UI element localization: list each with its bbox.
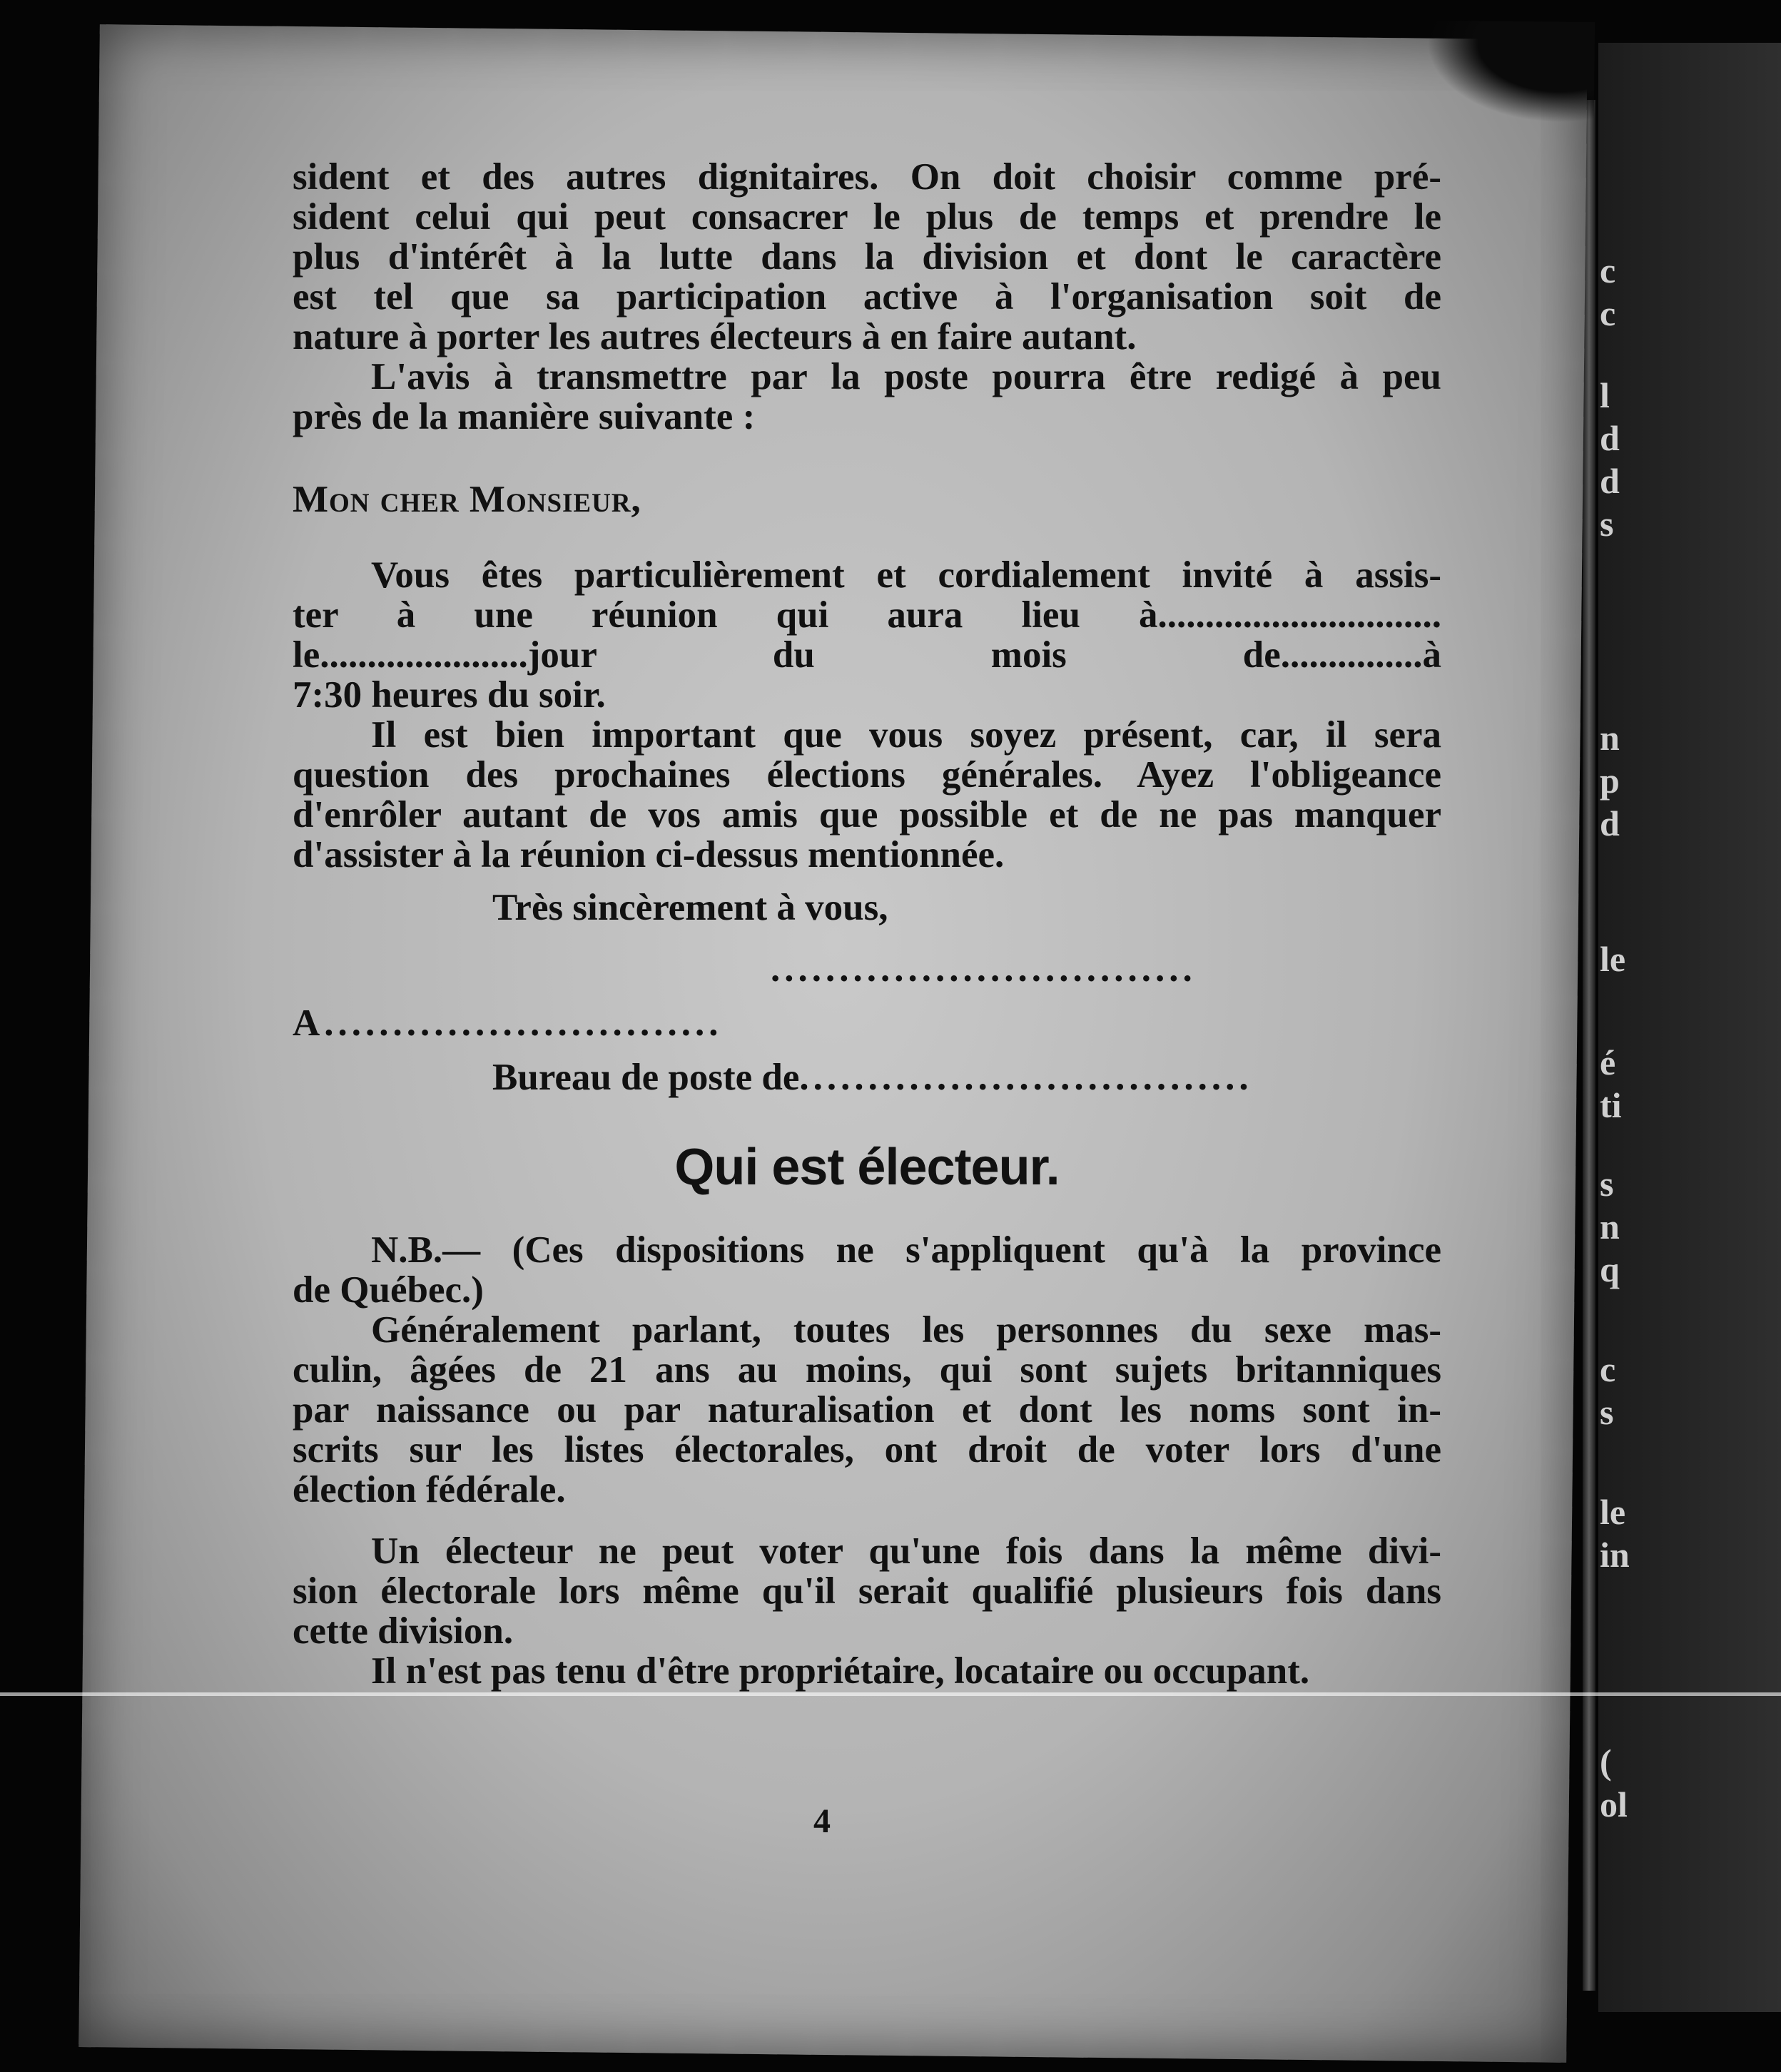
signature-dotted-line: ...............................: [771, 948, 1197, 990]
letter-line: le......................jour du mois de...............à: [293, 634, 1441, 676]
body-line: cette division.: [293, 1610, 514, 1652]
body-line: Il n'est pas tenu d'être propriétaire, locataire ou occupant.: [371, 1650, 1310, 1692]
facing-page-fragment: p: [1600, 761, 1620, 801]
facing-page-fragment: d: [1600, 803, 1620, 843]
facing-page-fragment: ol: [1600, 1784, 1628, 1824]
facing-page-fragment: l: [1600, 375, 1610, 415]
body-line: près de la manière suivante :: [293, 396, 756, 437]
body-line: sident celui qui peut consacrer le plus de temps et prendre le: [293, 196, 1441, 238]
letter-line: Vous êtes particulièrement et cordialement invité à assis-: [371, 554, 1441, 596]
facing-page-fragment: s: [1600, 1392, 1614, 1432]
facing-page-fragment: é: [1600, 1042, 1616, 1082]
facing-page-fragment: le: [1600, 1492, 1626, 1532]
body-line: élection fédérale.: [293, 1469, 566, 1510]
facing-page-fragment: le: [1600, 939, 1626, 979]
body-line: scrits sur les listes électorales, ont droit de voter lors d'une: [293, 1429, 1441, 1471]
body-line: sident et des autres dignitaires. On doit choisir comme pré-: [293, 156, 1441, 198]
facing-page-fragment: c: [1600, 1349, 1616, 1389]
body-line: Un électeur ne peut voter qu'une fois dans la même divi-: [371, 1530, 1441, 1572]
body-line: est tel que sa participation active à l'organisation soit de: [293, 276, 1441, 318]
facing-page-fragment: ti: [1600, 1085, 1622, 1125]
letter-line: 7:30 heures du soir.: [293, 674, 606, 716]
section-heading: Qui est électeur.: [674, 1139, 1060, 1196]
body-line: de Québec.): [293, 1269, 484, 1311]
book-gutter: [1583, 100, 1595, 1991]
scan-artifact-line: [0, 1692, 1781, 1696]
body-line: L'avis à transmettre par la poste pourra être redigé à peu: [371, 356, 1441, 397]
facing-page-fragment: in: [1600, 1535, 1630, 1575]
facing-page-fragment: (: [1600, 1742, 1612, 1782]
facing-page-fragment: s: [1600, 1164, 1614, 1204]
letter-line: ter à une réunion qui aura lieu à..............................: [293, 594, 1441, 636]
letter-line: question des prochaines élections générales. Ayez l'obligeance: [293, 754, 1441, 796]
facing-page-fragment: c: [1600, 250, 1616, 290]
body-line: plus d'intérêt à la lutte dans la division et dont le caractère: [293, 236, 1441, 278]
address-dotted-line: A.............................: [293, 1002, 723, 1044]
body-line: Généralement parlant, toutes les personnes du sexe mas-: [371, 1309, 1441, 1351]
facing-page-fragment: c: [1600, 293, 1616, 333]
facing-page-fragment: d: [1600, 418, 1620, 458]
body-line: culin, âgées de 21 ans au moins, qui sont sujets britanniques: [293, 1349, 1441, 1391]
post-office-line: [293, 1057, 1441, 1097]
page-text: [293, 157, 1441, 1691]
body-line: N.B.— (Ces dispositions ne s'appliquent qu'à la province: [371, 1229, 1441, 1271]
post-office-label: Bureau de poste de: [492, 1057, 800, 1098]
page-number: 4: [813, 1802, 831, 1840]
post-office-dots: .................................: [799, 1057, 1253, 1098]
facing-page-fragment: s: [1600, 504, 1614, 544]
body-line: nature à porter les autres électeurs à en faire autant.: [293, 316, 1137, 357]
letter-line: d'assister à la réunion ci-dessus mentionnée.: [293, 834, 1005, 875]
body-line: par naissance ou par naturalisation et dont les noms sont in-: [293, 1389, 1441, 1431]
facing-page-edge: [1598, 43, 1781, 2012]
facing-page-fragment: n: [1600, 718, 1620, 758]
facing-page-fragment: q: [1600, 1249, 1620, 1289]
letter-line: Il est bien important que vous soyez présent, car, il sera: [371, 714, 1441, 756]
letter-line: d'enrôler autant de vos amis que possible et de ne pas manquer: [293, 794, 1441, 836]
letter-closing: Très sincèrement à vous,: [492, 887, 888, 928]
facing-page-fragment: d: [1600, 461, 1620, 501]
letter-salutation: Mon cher Monsieur,: [293, 479, 641, 520]
page-corner-damage: [1415, 20, 1595, 129]
body-line: sion électorale lors même qu'il serait qualifié plusieurs fois dans: [293, 1570, 1441, 1612]
facing-page-fragment: n: [1600, 1207, 1620, 1246]
